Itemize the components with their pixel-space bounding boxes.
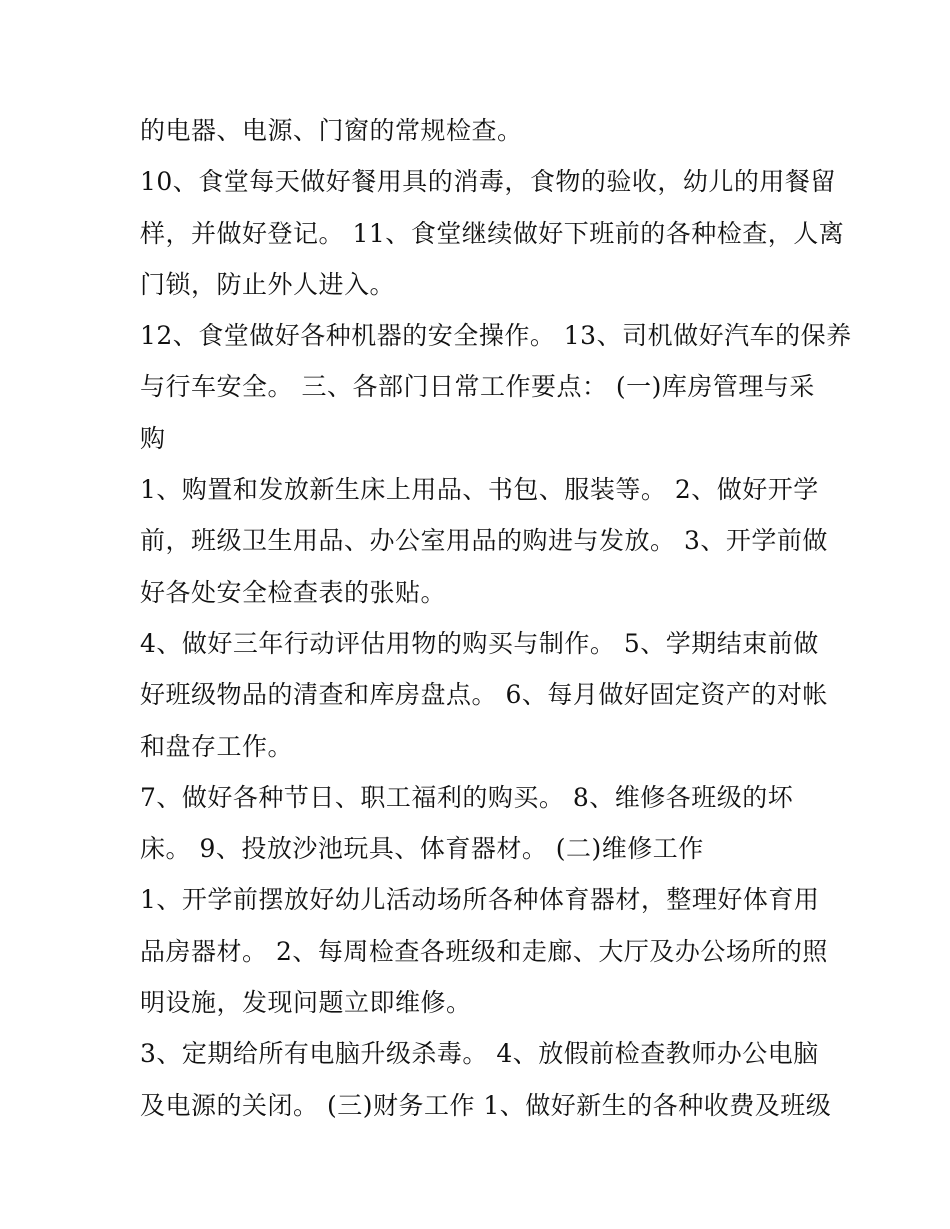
text-line: 1、开学前摆放好幼儿活动场所各种体育器材，整理好体育用 — [140, 885, 820, 915]
text-line: 样，并做好登记。 11、食堂继续做好下班前的各种检查，人离 — [140, 218, 845, 248]
text-line: 12、食堂做好各种机器的安全操作。 13、司机做好汽车的保养 — [140, 321, 852, 351]
text-line: 10、食堂每天做好餐用具的消毒，食物的验收，幼儿的用餐留 — [140, 167, 836, 197]
text-line: 好班级物品的清查和库房盘点。 6、每月做好固定资产的对帐 — [140, 680, 828, 710]
text-line: 明设施，发现问题立即维修。 — [140, 988, 472, 1018]
text-line: 品房器材。 2、每周检查各班级和走廊、大厅及办公场所的照 — [140, 936, 828, 966]
text-line: 床。 9、投放沙池玩具、体育器材。 (二)维修工作 — [140, 834, 704, 864]
text-line: 7、做好各种节日、职工福利的购买。 8、维修各班级的坏 — [140, 782, 794, 812]
document-body — [140, 105, 852, 1131]
text-line: 前，班级卫生用品、办公室用品的购进与发放。 3、开学前做 — [140, 526, 828, 556]
text-line: 1、购置和发放新生床上用品、书包、服装等。 2、做好开学 — [140, 475, 819, 505]
text-line: 的电器、电源、门窗的常规检查。 — [140, 116, 523, 145]
text-line: 及电源的关闭。 (三)财务工作 1、做好新生的各种收费及班级 — [140, 1090, 832, 1120]
text-line: 4、做好三年行动评估用物的购买与制作。 5、学期结束前做 — [140, 628, 819, 658]
text-line: 门锁，防止外人进入。 — [140, 269, 396, 299]
text-line: 购 — [140, 423, 166, 453]
text-line: 与行车安全。 三、各部门日常工作要点： (一)库房管理与采 — [140, 372, 815, 402]
text-line: 好各处安全检查表的张贴。 — [140, 577, 447, 607]
text-line: 和盘存工作。 — [140, 731, 294, 761]
text-line: 3、定期给所有电脑升级杀毒。 4、放假前检查教师办公电脑 — [140, 1039, 819, 1069]
